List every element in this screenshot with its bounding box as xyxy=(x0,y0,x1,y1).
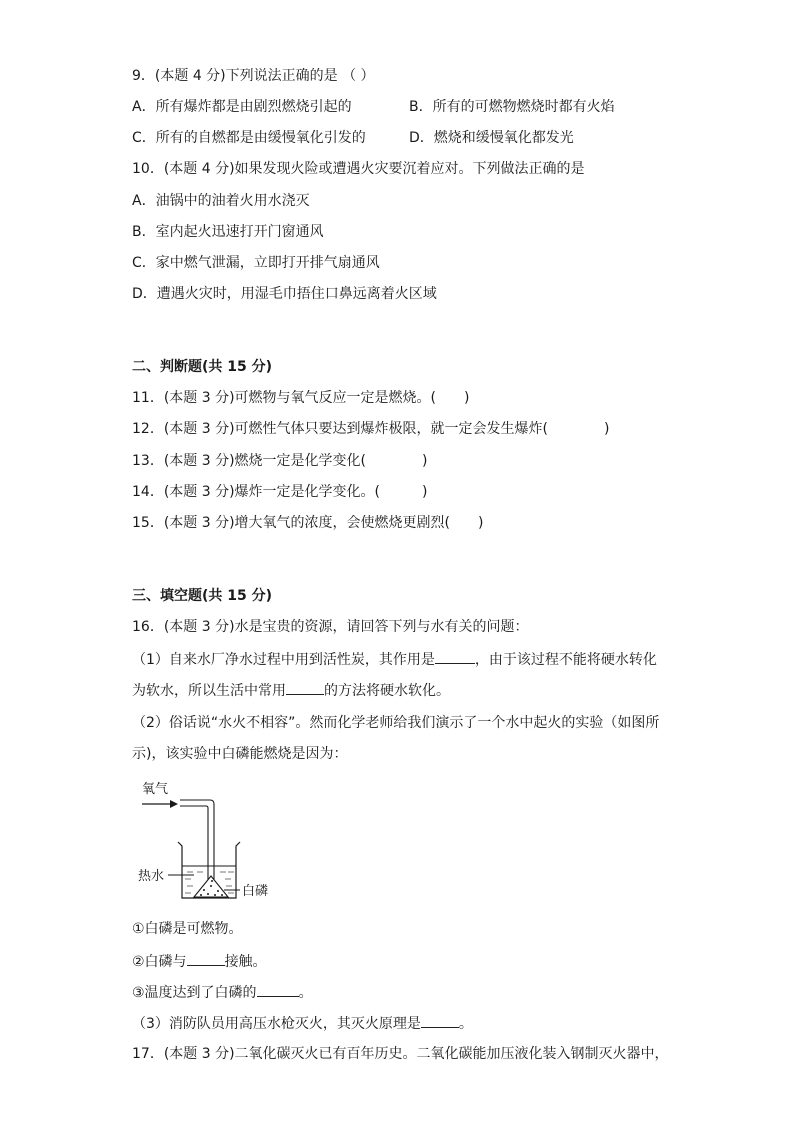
q14: 14．(本题 3 分)爆炸一定是化学变化。( ) xyxy=(132,484,428,500)
q17-stem: 17．(本题 3 分)二氧化碳灭火已有百年历史。二氧化碳能加压液化装入钢制灭火器中， xyxy=(132,1046,669,1062)
q10-stem: 10．(本题 4 分)如果发现火险或遭遇火灾要沉着应对。下列做法正确的是 xyxy=(132,161,585,177)
q9-options-row2 xyxy=(132,128,574,148)
q9-option-c: C．所有的自燃都是由缓慢氧化引发的 xyxy=(132,130,366,146)
condition-1: ①白磷是可燃物。 xyxy=(132,921,243,937)
section2-heading: 二、判断题(共 15 分) xyxy=(132,359,273,375)
q16-stem: 16．(本题 3 分)水是宝贵的资源，请回答下列与水有关的问题： xyxy=(132,619,529,635)
oxygen-label: 氧气 xyxy=(142,782,169,797)
condition-3: ③温度达到了白磷的 。 xyxy=(132,982,313,1003)
q16-part1-line1: （1）自来水厂净水过程中用到活性炭，其作用是 ，由于该过程不能将硬水转化 xyxy=(132,649,657,670)
q16-part1-line2: 为软水，所以生活中常用 的方法将硬水软化。 xyxy=(132,680,450,701)
section3-heading: 三、填空题(共 15 分) xyxy=(132,588,273,604)
q10-option-b: B．室内起火迅速打开门窗通风 xyxy=(132,224,324,240)
q9-option-b: B．所有的可燃物燃烧时都有火焰 xyxy=(409,99,615,115)
q11: 11．(本题 3 分)可燃物与氧气反应一定是燃烧。( ) xyxy=(132,390,470,406)
q9-option-a: A．所有爆炸都是由剧烈燃烧引起的 xyxy=(132,99,352,115)
answer-blank xyxy=(421,1013,459,1028)
beaker-diagram xyxy=(132,776,282,906)
white-phosphorus-label: 白磷 xyxy=(242,884,269,899)
q12: 12．(本题 3 分)可燃性气体只要达到爆炸极限，就一定会发生爆炸( ) xyxy=(132,421,610,437)
q10-option-c: C．家中燃气泄漏，立即打开排气扇通风 xyxy=(132,255,380,271)
answer-blank xyxy=(257,982,299,997)
q9-option-d: D．燃烧和缓慢氧化都发光 xyxy=(409,130,574,146)
experiment-figure xyxy=(132,776,282,906)
q10-option-a: A．油锅中的油着火用水浇灭 xyxy=(132,193,310,209)
gas-tube xyxy=(180,800,214,886)
q15: 15．(本题 3 分)增大氧气的浓度，会使燃烧更剧烈( ) xyxy=(132,515,484,531)
q9-stem: 9．(本题 4 分)下列说法正确的是 （ ） xyxy=(132,68,375,84)
q16-part2-line2: 示)，该实验中白磷能燃烧是因为： xyxy=(132,746,348,762)
condition-2: ②白磷与 接触。 xyxy=(132,951,267,972)
answer-blank xyxy=(286,680,324,695)
q16-part2-line1: （2）俗话说“水火不相容”。然而化学老师给我们演示了一个水中起火的实验（如图所 xyxy=(132,715,660,731)
q10-option-d: D．遭遇火灾时，用湿毛巾捂住口鼻远离着火区域 xyxy=(132,286,437,302)
answer-blank xyxy=(435,649,475,664)
q9-options-row1 xyxy=(132,97,615,117)
q16-part3: （3）消防队员用高压水枪灭火，其灭火原理是 。 xyxy=(132,1013,473,1034)
arrow-head-icon xyxy=(170,800,178,808)
hot-water-label: 热水 xyxy=(138,869,165,884)
answer-blank xyxy=(187,951,225,966)
q13: 13．(本题 3 分)燃烧一定是化学变化( ) xyxy=(132,453,428,469)
